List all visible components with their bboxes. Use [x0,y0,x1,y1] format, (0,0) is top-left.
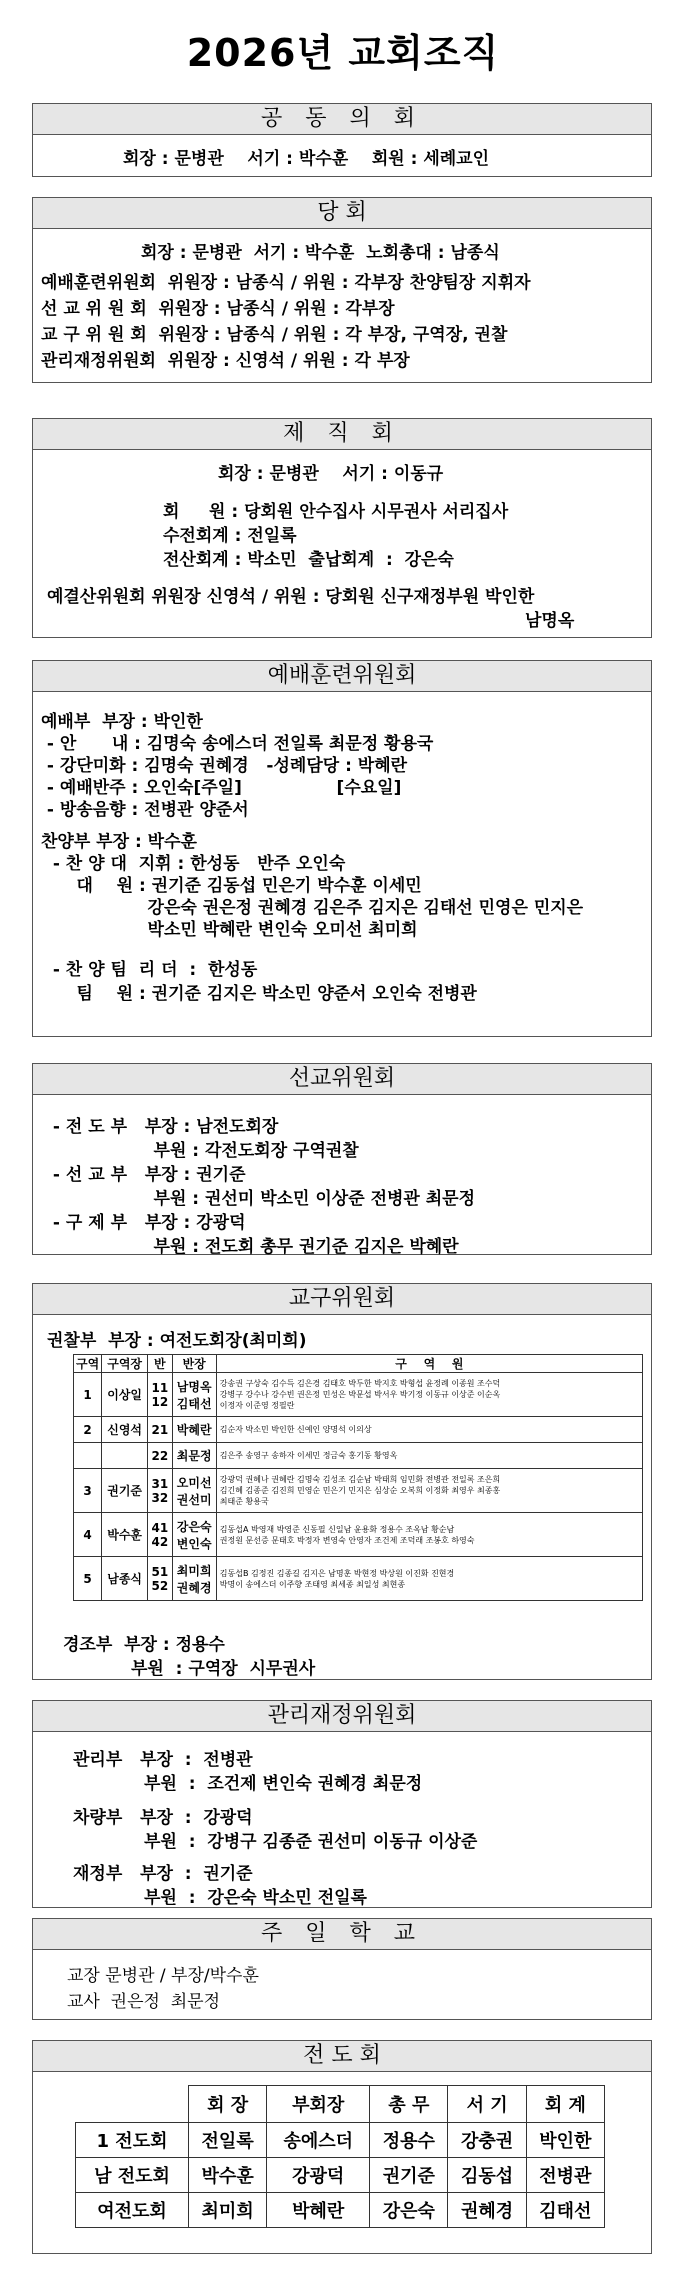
parish-ban: 32 [151,1490,169,1505]
session-top: 회장 : 문병관 서기 : 박수훈 노회총대 : 남종식 [141,243,500,263]
parish-members: 최태준 황용국 [219,1497,269,1506]
evangel-col: 회 장 [189,2086,267,2123]
evangel-col: 총 무 [370,2086,448,2123]
evangel-group-name: 남 전도회 [76,2158,189,2193]
parish-head-cell [172,1469,216,1513]
evangel-cell: 송에스더 [267,2123,370,2158]
parish-ban-cell [148,1513,173,1557]
parish-ban: 41 [151,1520,169,1535]
parish-row [74,1443,643,1469]
evangel-cell: 전일록 [189,2123,267,2158]
finance-line: 재정부 부장 : 권기준 [73,1864,253,1884]
mission-line: 부원 : 전도회 총무 권기준 김지은 박혜란 [47,1237,459,1257]
parish-cell: 1 [74,1373,102,1417]
choir-line: - 찬 양 대 지휘 : 한성동 반주 오인숙 [41,854,346,874]
parish-header-row [74,1355,643,1373]
worship-heading: 예배훈련위원회 [33,661,651,692]
finance-line: 부원 : 조건제 변인숙 권혜경 최문정 [73,1774,423,1794]
parish-head: 박혜란 [176,1423,212,1437]
parish-row [74,1557,643,1601]
finance-heading: 관리재정위원회 [33,1701,651,1732]
choir-line: 강은숙 권은정 권혜경 김은주 김지은 김태선 민영은 민지은 [41,898,584,918]
parish-ban-cell [148,1469,173,1513]
mission-line: - 전 도 부 부장 : 남전도회장 [47,1117,279,1137]
evangel-cell: 강은숙 [370,2193,448,2228]
parish-head-cell [172,1443,216,1469]
parish-row [74,1417,643,1443]
parish-cell: 권기준 [102,1469,148,1513]
parish-cell: 2 [74,1417,102,1443]
session-row: 예배훈련위원회 위원장 : 남종식 / 위원 : 각부장 찬양팀장 지휘자 [41,273,531,293]
session-row: 교 구 위 원 회 위원장 : 남종식 / 위원 : 각 부장, 구역장, 권찰 [41,325,508,345]
page-title: 2026년 교회조직 [186,31,500,75]
deacons-section [32,418,652,638]
parish-head-cell [172,1417,216,1443]
parish-members-cell [216,1513,642,1557]
parish-members: 강광덕 권혜나 권혜란 김명숙 김성조 김순남 박태희 임민화 전병관 전일록 조은희 [219,1475,501,1484]
parish-heading: 교구위원회 [33,1284,651,1315]
parish-members-cell [216,1373,642,1417]
parish-members: 강송권 구상숙 김수득 김은경 김태호 박두한 박지호 박형섭 윤정례 이종원 조수덕 [219,1379,501,1388]
parish-cell [102,1443,148,1469]
deacons-budget-2: 남명옥 [525,611,575,631]
finance-section [32,1700,652,1908]
parish-col: 반장 [172,1355,216,1373]
sunday-line: 교사 권은정 최문정 [67,1992,220,2012]
parish-col: 구역 [74,1355,102,1373]
parish-members-cell [216,1443,642,1469]
worship-line: - 안 내 : 김명숙 송에스더 전일록 최문정 황용국 [41,734,434,754]
parish-section [32,1283,652,1680]
parish-table [73,1354,643,1601]
evangel-table [75,2085,605,2228]
finance-line: 관리부 부장 : 전병관 [73,1750,253,1770]
evangel-col [76,2086,189,2123]
parish-cell: 4 [74,1513,102,1557]
parish-members: 이정자 이준영 정필란 [219,1401,295,1410]
parish-cell: 박수훈 [102,1513,148,1557]
parish-row [74,1373,643,1417]
worship-line: 예배부 부장 : 박인한 [41,712,203,732]
parish-head: 최문정 [176,1449,212,1463]
parish-head-cell [172,1513,216,1557]
parish-ban: 51 [151,1564,169,1579]
parish-ban-cell [148,1443,173,1469]
joint-heading: 공 동 의 회 [33,104,651,135]
parish-members: 권정원 문선증 문태호 박정자 변영숙 안영자 조건제 조덕래 조봉호 하영숙 [219,1535,475,1545]
parish-ban: 22 [151,1448,169,1463]
parish-cell: 3 [74,1469,102,1513]
parish-top: 권찰부 부장 : 여전도회장(최미희) [47,1331,307,1351]
parish-row [74,1469,643,1513]
choir-line: 찬양부 부장 : 박수훈 [41,832,197,852]
parish-head: 최미희 [176,1563,212,1578]
parish-members-cell [216,1557,642,1601]
deacons-members: 회 원 : 당회원 안수집사 시무권사 서리집사 [163,502,509,522]
evangel-row [76,2123,605,2158]
evangel-row [76,2158,605,2193]
finance-line: 부원 : 강은숙 박소민 전일록 [73,1888,367,1908]
mission-line: 부원 : 각전도회장 구역권찰 [47,1141,359,1161]
parish-head: 김태선 [176,1396,212,1411]
parish-head-cell [172,1557,216,1601]
parish-col: 구 역 원 [216,1355,642,1373]
mission-heading: 선교위원회 [33,1064,651,1095]
parish-members-cell [216,1417,642,1443]
parish-head: 권선미 [176,1492,212,1507]
evangel-col: 회 계 [526,2086,604,2123]
parish-head: 변인숙 [176,1536,212,1551]
parish-head: 남명옥 [176,1379,212,1394]
finance-line: 차량부 부장 : 강광덕 [73,1808,253,1828]
parish-ban: 12 [151,1394,169,1409]
finance-line: 부원 : 강병구 김종준 권선미 이동규 이상준 [73,1832,478,1852]
sunday-line: 교장 문병관 / 부장/박수훈 [67,1966,259,1986]
deacons-settle: 전산회계 : 박소민 출납회계 : 강은숙 [163,550,454,570]
parish-cell: 남종식 [102,1557,148,1601]
evangel-cell: 강광덕 [267,2158,370,2193]
session-heading: 당 회 [33,198,651,229]
parish-col: 구역장 [102,1355,148,1373]
worship-section [32,660,652,1037]
parish-cell: 5 [74,1557,102,1601]
worship-line: - 강단미화 : 김명숙 권혜경 -성례담당 : 박혜란 [41,756,408,776]
deacons-heading: 제 직 회 [33,419,651,450]
parish-members: 박명이 송에스더 이주향 조태영 최세종 최일성 최현종 [219,1579,406,1589]
deacons-budget: 예결산위원회 위원장 신영석 / 위원 : 당회원 신구재정부원 박인한 [47,587,535,607]
worship-line: - 방송음향 : 전병관 양준서 [41,800,249,820]
evangel-group-name: 1 전도회 [76,2123,189,2158]
mission-line: - 선 교 부 부장 : 권기준 [47,1165,246,1185]
evangel-cell: 박수훈 [189,2158,267,2193]
mission-section [32,1063,652,1255]
parish-members: 강병구 강수나 강수빈 권은정 민성은 박문섭 박서우 박기정 이동규 이상준 이순옥 [219,1390,501,1399]
parish-ban-cell [148,1373,173,1417]
team-line: - 찬 양 팀 리 더 : 한성동 [41,960,258,980]
evangel-col: 부회장 [267,2086,370,2123]
team-line: 팀 원 : 권기준 김지은 박소민 양준서 오인숙 전병관 [41,984,477,1004]
evangel-cell: 최미희 [189,2193,267,2228]
parish-ban: 21 [151,1422,169,1437]
deacons-top: 회장 : 문병관 서기 : 이동규 [218,464,444,484]
parish-members: 김은주 송영구 송하자 이세민 정금숙 홍기동 황영옥 [219,1451,398,1460]
parish-ban-cell [148,1417,173,1443]
deacons-accountant: 수전회계 : 전일록 [163,526,297,546]
joint-line: 회장 : 문병관 서기 : 박수훈 회원 : 세례교인 [123,149,490,169]
parish-members: 김순자 박소민 박인한 신예인 양명석 이의상 [219,1425,372,1434]
parish-head: 강은숙 [176,1519,212,1534]
evangel-header-row [76,2086,605,2123]
parish-cell: 이상일 [102,1373,148,1417]
parish-members: 김긴혜 김종준 김진희 민영순 민은기 민지은 심상순 오복희 이정화 최영우 최종홍 [219,1486,501,1495]
mission-line: 부원 : 권선미 박소민 이상준 전병관 최문정 [47,1189,476,1209]
evangel-group-name: 여전도회 [76,2193,189,2228]
worship-line: - 예배반주 : 오인숙[주일] [수요일] [41,778,402,798]
sunday-school-section [32,1918,652,2020]
parish-cell [74,1443,102,1469]
evangel-row [76,2193,605,2228]
parish-ban: 42 [151,1534,169,1549]
parish-ban: 11 [151,1380,169,1395]
mission-line: - 구 제 부 부장 : 강광덕 [47,1213,246,1233]
parish-bottom-2: 부원 : 구역장 시무권사 [131,1659,316,1679]
parish-head: 권혜경 [176,1580,212,1595]
evangel-heading: 전 도 회 [33,2041,651,2072]
evangel-section [32,2040,652,2254]
parish-members-cell [216,1469,642,1513]
parish-head: 오미선 [176,1475,212,1490]
evangel-col: 서 기 [448,2086,526,2123]
evangel-cell: 박인한 [526,2123,604,2158]
session-row: 선 교 위 원 회 위원장 : 남종식 / 위원 : 각부장 [41,299,395,319]
choir-line: 박소민 박혜란 변인숙 오미선 최미희 [41,920,418,940]
evangel-cell: 박혜란 [267,2193,370,2228]
sunday-heading: 주 일 학 교 [33,1919,651,1950]
evangel-cell: 김동섭 [448,2158,526,2193]
parish-ban-cell [148,1557,173,1601]
parish-ban: 31 [151,1476,169,1491]
session-section [32,197,652,383]
parish-row [74,1513,643,1557]
evangel-cell: 전병관 [526,2158,604,2193]
evangel-cell: 권기준 [370,2158,448,2193]
joint-assembly-section [32,103,652,177]
parish-bottom-1: 경조부 부장 : 정용수 [63,1635,225,1655]
parish-members: 김동섭A 박영재 박영준 신동필 신일남 윤용화 정용수 조옥남 황순남 [219,1524,455,1534]
evangel-cell: 강충권 [448,2123,526,2158]
session-row: 관리재정위원회 위원장 : 신영석 / 위원 : 각 부장 [41,351,410,371]
evangel-cell: 정용수 [370,2123,448,2158]
parish-members: 김동섭B 김정진 김종길 김지은 남명훈 박현정 박상원 이진화 진현경 [219,1568,455,1578]
parish-ban: 52 [151,1578,169,1593]
parish-col: 반 [148,1355,173,1373]
choir-line: 대 원 : 권기준 김동섭 민은기 박수훈 이세민 [41,876,422,896]
evangel-cell: 김태선 [526,2193,604,2228]
evangel-cell: 권혜경 [448,2193,526,2228]
parish-head-cell [172,1373,216,1417]
parish-cell: 신영석 [102,1417,148,1443]
